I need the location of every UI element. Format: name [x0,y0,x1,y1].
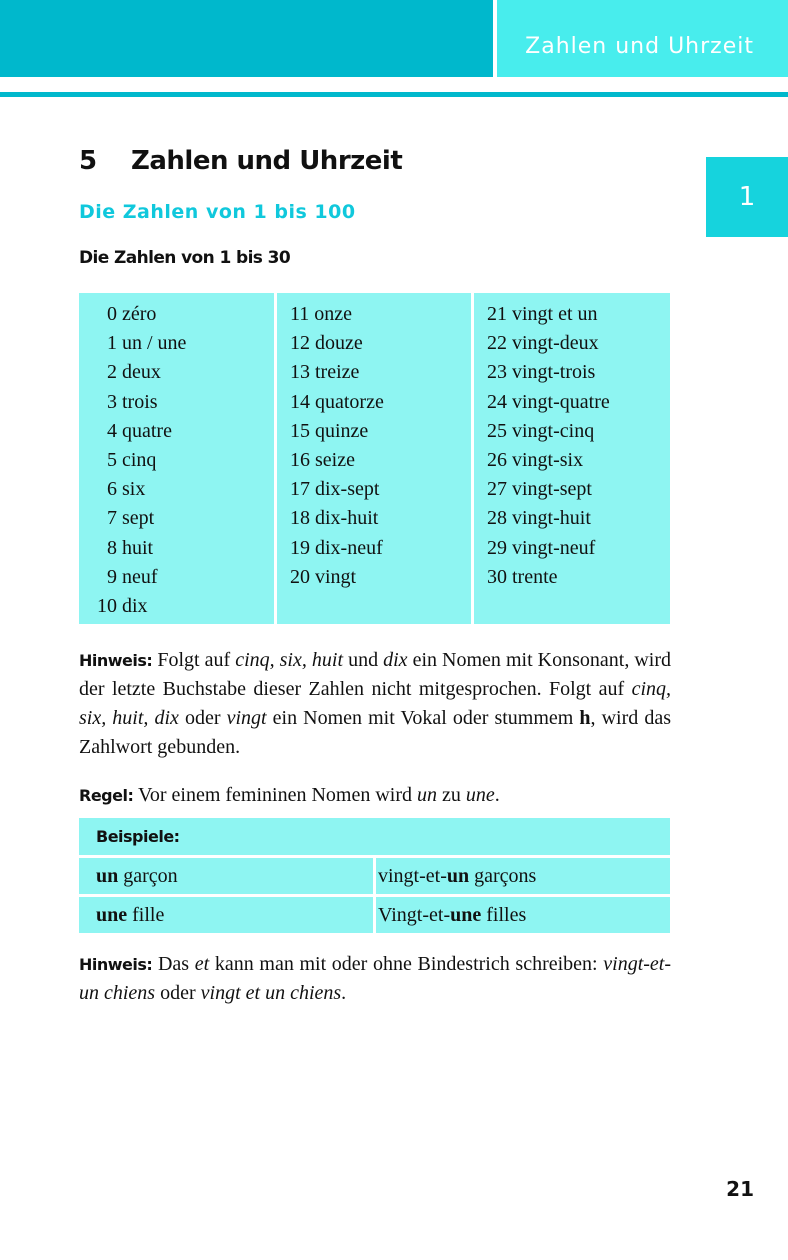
number-digit: 3 [107,390,117,413]
number-digit: 12 [290,332,310,355]
number-digit: 2 [107,361,117,384]
page-number: 21 [726,1177,754,1201]
header-rule [0,92,788,97]
italic-run: dix [383,649,408,671]
number-word: six [122,478,146,501]
regel-label: Regel: [79,786,134,805]
italic-run: cinq, six, huit, dix [79,678,671,729]
number-row [93,388,274,417]
number-word: vingt-deux [512,332,599,355]
number-word: trente [512,565,558,588]
number-digit: 30 [487,565,507,588]
number-row [487,534,670,563]
regel-paragraph [79,781,671,810]
text-run: . [341,982,347,1004]
number-word: quinze [315,419,369,442]
number-digit: 25 [487,419,507,442]
number-row [487,504,670,533]
number-digit: 19 [290,536,310,559]
number-row [93,417,274,446]
number-row [487,300,670,329]
bold-run: un [96,864,119,887]
number-row [487,475,670,504]
header-band-dark [0,0,493,77]
number-word: douze [315,332,363,355]
subsubtitle: Die Zahlen von 1 bis 30 [79,248,291,268]
number-row [290,358,471,387]
number-word: cinq [122,449,157,472]
italic-run: un [417,784,438,806]
text-run: zu [437,784,466,806]
number-word: un / une [122,332,187,355]
number-digit: 14 [290,390,310,413]
number-digit: 23 [487,361,507,384]
number-word: vingt-six [512,449,584,472]
header-band-light [497,0,788,77]
number-word: vingt-huit [512,507,591,530]
number-word: dix-neuf [315,536,383,559]
number-row [93,563,274,592]
hinweis-label: Hinweis: [79,955,153,974]
number-word: huit [122,536,154,559]
hinweis-label: Hinweis: [79,651,153,670]
number-digit: 27 [487,478,507,501]
example-row [79,858,670,894]
number-digit: 17 [290,478,310,501]
hinweis-paragraph-1 [79,646,671,762]
text-run: Das [152,953,195,975]
number-digit: 10 [97,595,117,618]
number-digit: 1 [107,332,117,355]
number-row [290,446,471,475]
example-cell-singular [79,897,373,933]
number-digit: 28 [487,507,507,530]
number-word: sept [122,507,155,530]
text-run: , wird das Zahlwort gebunden. [79,707,672,758]
example-row [79,897,670,933]
subtitle: Die Zahlen von 1 bis 100 [79,201,356,223]
number-row [487,563,670,592]
number-row [290,329,471,358]
text-run: oder [155,982,201,1004]
number-word: deux [122,361,161,384]
italic-run: vingt et un chiens [200,982,342,1004]
examples-table [79,818,670,936]
hinweis-paragraph-2 [79,950,671,1008]
number-digit: 13 [290,361,310,384]
number-word: vingt-cinq [512,419,595,442]
number-digit: 18 [290,507,310,530]
number-word: seize [315,449,355,472]
bold-run: un [446,864,470,887]
italic-run: une [465,784,495,806]
number-word: trois [122,390,158,413]
number-digit: 20 [290,565,310,588]
number-row [487,446,670,475]
number-word: treize [315,361,360,384]
number-digit: 11 [290,303,310,325]
text-run: garçon [118,864,178,887]
text-run: ein Nomen mit Vokal oder stummem [266,707,580,729]
text-run: und [343,649,384,671]
section-title [79,146,402,176]
number-word: quatorze [315,390,384,413]
text-run: Vingt-et- [378,903,451,926]
examples-heading: Beispiele: [79,818,670,855]
text-run: kann man mit oder ohne Bindestrich schreiben: [209,953,604,975]
number-row [290,417,471,446]
number-row [487,417,670,446]
chapter-tab [706,157,788,237]
italic-run: et [194,953,210,975]
italic-run: vingt [226,707,267,729]
number-word: onze [314,303,353,325]
number-row [290,300,471,329]
number-word: vingt-neuf [512,536,596,559]
number-row [290,504,471,533]
text-run: Vor einem femininen Nomen wird [133,784,418,806]
number-word: neuf [122,565,158,588]
number-digit: 15 [290,419,310,442]
example-cell-plural [376,897,670,933]
number-row [93,446,274,475]
number-digit: 21 [487,303,507,325]
number-digit: 24 [487,390,507,413]
number-digit: 22 [487,332,507,355]
number-row [93,329,274,358]
numbers-column-11-20 [277,293,471,624]
section-number: 5 [79,146,97,176]
example-cell-singular [79,858,373,894]
number-row [93,592,274,621]
bold-run: une [96,903,128,926]
example-cell-plural [376,858,670,894]
number-word: vingt-sept [512,478,592,501]
number-word: vingt [315,565,357,588]
number-row [487,358,670,387]
number-row [290,563,471,592]
text-run: Folgt auf [152,649,236,671]
number-row [93,534,274,563]
number-digit: 9 [107,565,117,588]
number-row [93,504,274,533]
number-row [290,534,471,563]
number-word: dix-sept [315,478,380,501]
number-digit: 6 [107,478,117,501]
numbers-table [79,293,670,624]
numbers-column-21-30 [474,293,670,624]
number-row [487,329,670,358]
text-run: filles [481,903,527,926]
numbers-column-0-10 [79,293,274,624]
number-word: dix [122,595,148,618]
number-word: vingt-trois [512,361,596,384]
number-row [93,475,274,504]
number-digit: 26 [487,449,507,472]
number-digit: 29 [487,536,507,559]
number-digit: 7 [107,507,117,530]
number-word: quatre [122,419,172,442]
number-row [93,300,274,329]
text-run: oder [178,707,227,729]
text-run: vingt-et- [378,864,447,887]
number-row [290,475,471,504]
italic-run: vingt-et-un chiens [79,953,672,1004]
number-digit: 4 [107,419,117,442]
bold-run: une [450,903,482,926]
number-row [290,388,471,417]
chapter-tab-number: 1 [738,182,756,212]
number-row [93,358,274,387]
running-title: Zahlen und Uhrzeit [525,34,754,59]
number-digit: 5 [107,449,117,472]
number-word: zéro [122,303,157,325]
number-word: vingt-quatre [512,390,610,413]
text-run: ein Nomen mit Konsonant, wird der letzte Buchstabe dieser Zahlen nicht mitgesprochen. Folgt auf [79,649,672,700]
number-word: dix-huit [315,507,379,530]
text-run: garçons [469,864,537,887]
number-row [487,388,670,417]
text-run: . [494,784,500,806]
number-digit: 16 [290,449,310,472]
number-digit: 8 [107,536,117,559]
bold-run: h [579,707,591,729]
italic-run: cinq, six, huit [235,649,344,671]
number-word: vingt et un [512,303,598,325]
section-title-text: Zahlen und Uhrzeit [131,146,403,176]
number-digit: 0 [107,303,117,325]
text-run: fille [127,903,165,926]
